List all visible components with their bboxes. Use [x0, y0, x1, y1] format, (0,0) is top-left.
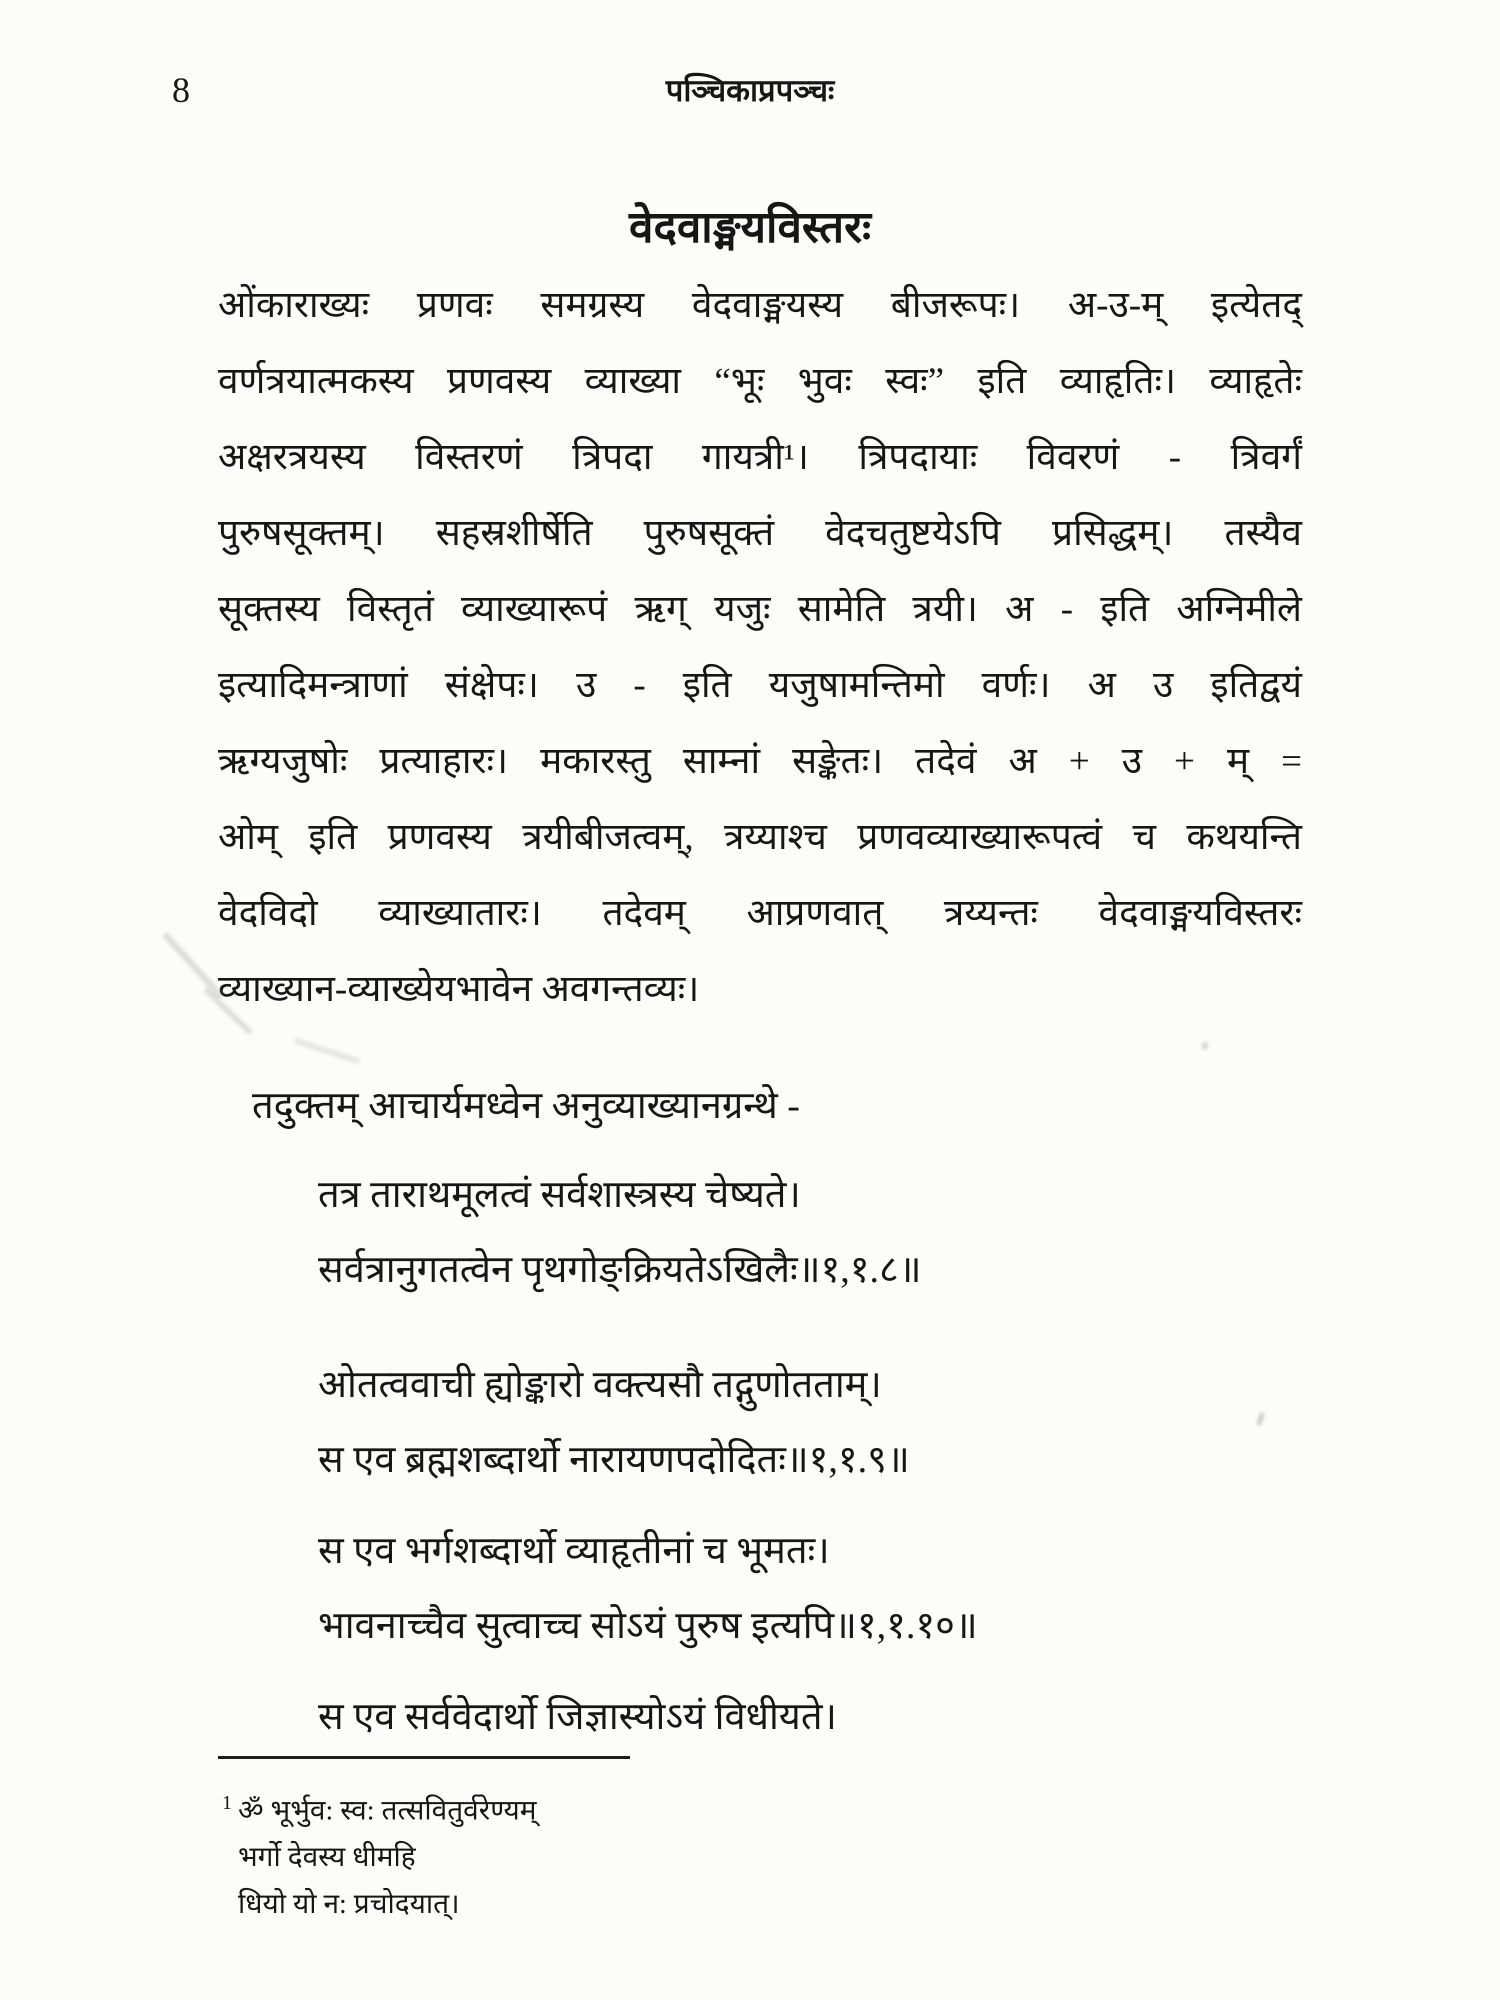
- verse-line: तत्र ताराथमूलत्वं सर्वशास्त्रस्य चेष्यते।: [318, 1174, 801, 1216]
- verse-line: स एव भर्गशब्दार्थो व्याहृतीनां च भूमतः।: [318, 1530, 830, 1572]
- body-line: ओम् इति प्रणवस्य त्रयीबीजत्वम्, त्रय्याश्च प्रणवव्याख्यारूपत्वं च कथयन्ति: [218, 817, 1302, 858]
- footnote-line: भर्गो देवस्य धीमहि: [238, 1842, 416, 1874]
- scan-artifact: [293, 1037, 361, 1064]
- footnote-rule: [218, 1756, 630, 1759]
- footnote-text: ॐ भूर्भुव: स्व: तत्सवितुर्वरेण्यम्: [238, 1795, 537, 1827]
- verse-couplet: [318, 1158, 978, 1308]
- page-number: 8: [172, 70, 190, 110]
- footnote-line: धियो यो न: प्रचोदयात्।: [238, 1889, 460, 1921]
- verse-couplet: [318, 1514, 978, 1664]
- body-line: अक्षरत्रयस्य विस्तरणं त्रिपदा गायत्री¹। त्रिपदायाः विवरणं - त्रिवर्गं: [218, 437, 1302, 478]
- verse-block: [318, 1158, 978, 1795]
- verse-line: ओतत्ववाची ह्योङ्कारो वक्त्यसौ तद्गुणोतताम्।: [318, 1364, 882, 1406]
- scan-artifact: [1256, 1412, 1265, 1427]
- verse-couplet: [318, 1680, 978, 1755]
- verse-line: भावनाच्चैव सुत्वाच्च सोऽयं पुरुष इत्यपि॥१,१.१०॥: [318, 1605, 978, 1647]
- body-line: पुरुषसूक्तम्। सहस्रशीर्षेति पुरुषसूक्तं वेदचतुष्टयेऽपि प्रसिद्धम्। तस्यैव: [218, 513, 1302, 554]
- verse-line: सर्वत्रानुगतत्वेन पृथगोङ्क्रियतेऽखिलैः॥१,१.८॥: [318, 1249, 922, 1291]
- paragraph-lead-in: तदुक्तम् आचार्यमध्वेन अनुव्याख्यानग्रन्थे -: [252, 1085, 800, 1127]
- body-line: ऋग्यजुषोः प्रत्याहारः। मकारस्तु साम्नां सङ्केतः। तदेवं अ + उ + म् =: [218, 741, 1302, 782]
- body-paragraph: [218, 268, 1302, 1028]
- verse-line: स एव ब्रह्मशब्दार्थो नारायणपदोदितः॥१,१.९॥: [318, 1439, 910, 1481]
- footnote: [222, 1780, 536, 1928]
- footnote-line: [222, 1780, 536, 1834]
- scan-artifact: [1202, 1042, 1208, 1050]
- footnote-marker: 1: [222, 1792, 232, 1814]
- verse-couplet: [318, 1348, 978, 1498]
- body-line: ओंकाराख्यः प्रणवः समग्रस्य वेदवाङ्मयस्य बीजरूपः। अ-उ-म् इत्येतद्: [218, 285, 1302, 326]
- section-title: वेदवाङ्मयविस्तरः: [629, 203, 871, 252]
- body-line: व्याख्यान-व्याख्येयभावेन अवगन्तव्यः।: [218, 969, 700, 1010]
- body-line: वेदविदो व्याख्यातारः। तदेवम् आप्रणवात् त्रय्यन्तः वेदवाङ्मयविस्तरः: [218, 893, 1302, 934]
- body-line: वर्णत्रयात्मकस्य प्रणवस्य व्याख्या “भूः भुवः स्वः” इति व्याहृतिः। व्याहृतेः: [218, 361, 1302, 402]
- running-head: पञ्चिकाप्रपञ्चः: [665, 73, 835, 108]
- body-line: इत्यादिमन्त्राणां संक्षेपः। उ - इति यजुषामन्तिमो वर्णः। अ उ इतिद्वयं: [218, 665, 1302, 706]
- scan-artifact: [162, 931, 225, 1000]
- verse-line: स एव सर्ववेदार्थो जिज्ञास्योऽयं विधीयते।: [318, 1696, 837, 1738]
- body-line: सूक्तस्य विस्तृतं व्याख्यारूपं ऋग् यजुः सामेति त्रयी। अ - इति अग्निमीले: [218, 589, 1302, 630]
